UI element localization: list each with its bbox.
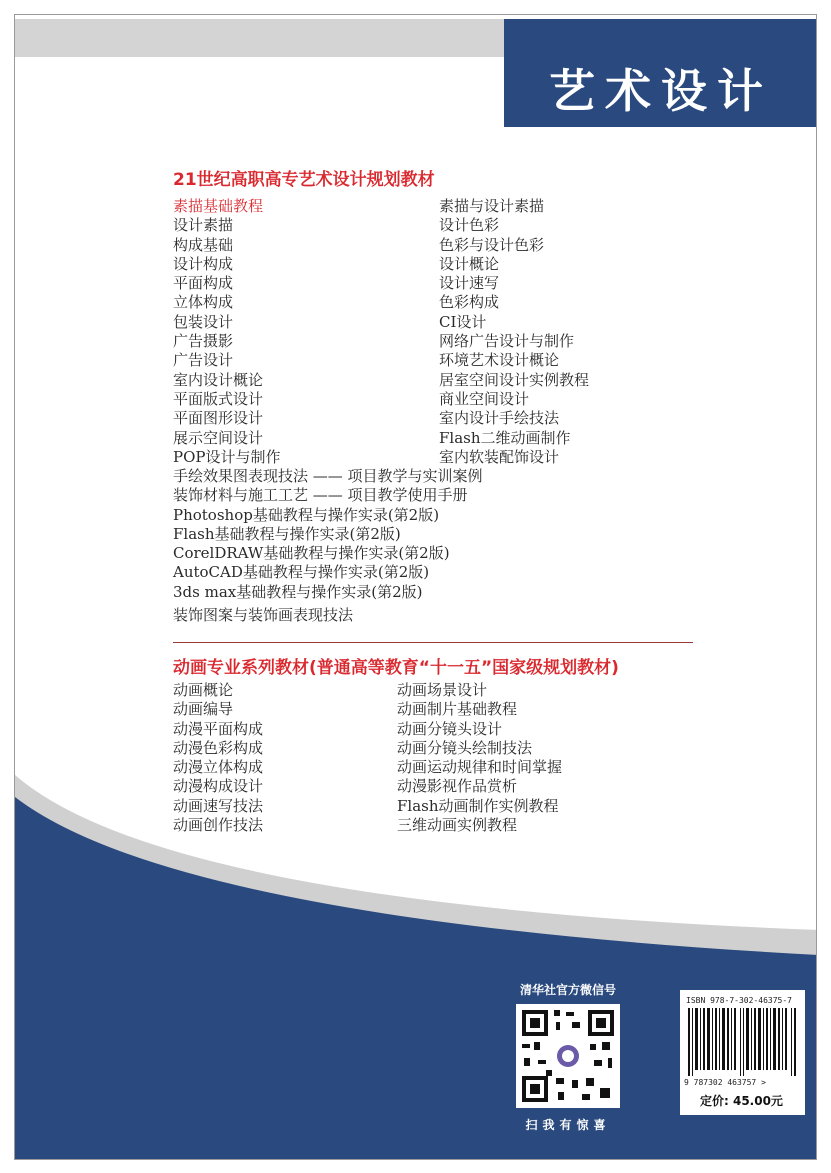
animation-list-left xyxy=(173,681,263,835)
barcode-number: 9 787302 463757 > xyxy=(684,1078,766,1087)
list-item: 动漫色彩构成 xyxy=(173,738,264,757)
list-item: AutoCAD基础教程与操作实录(第2版) xyxy=(173,563,430,582)
list-item: 平面图形设计 xyxy=(173,409,264,428)
list-item: 构成基础 xyxy=(173,235,234,254)
barcode-icon xyxy=(688,1008,798,1076)
list-item: 动画分镜头绘制技法 xyxy=(397,738,533,757)
top-gray-band xyxy=(15,19,504,57)
section-title-art-design: 21世纪高职高专艺术设计规划教材 xyxy=(173,170,435,190)
qr-bottom-caption: 扫我有惊喜 xyxy=(525,1118,611,1132)
list-item: 动漫立体构成 xyxy=(173,758,264,777)
list-item: 平面构成 xyxy=(173,274,234,293)
list-item: 装饰图案与装饰画表现技法 xyxy=(173,606,354,625)
list-item: Photoshop基础教程与操作实录(第2版) xyxy=(173,505,440,524)
list-item: 室内软装配饰设计 xyxy=(439,447,560,466)
list-item: CorelDRAW基础教程与操作实录(第2版) xyxy=(173,544,450,563)
list-item: 动漫平面构成 xyxy=(173,719,264,738)
list-item: 动画概论 xyxy=(173,681,234,699)
list-item: 素描与设计素描 xyxy=(439,197,545,215)
list-item: 三维动画实例教程 xyxy=(397,816,518,835)
list-item: 设计素描 xyxy=(173,216,234,235)
list-item: 设计速写 xyxy=(439,274,500,293)
qr-code[interactable] xyxy=(516,1004,620,1108)
art-design-list-right xyxy=(439,197,589,467)
list-item: Flash基础教程与操作实录(第2版) xyxy=(173,524,401,543)
list-item: 3ds max基础教程与操作实录(第2版) xyxy=(173,582,423,601)
animation-list-right xyxy=(397,681,562,835)
list-item: 立体构成 xyxy=(173,293,234,312)
list-item: 室内设计概论 xyxy=(173,370,264,389)
list-item: 动画编导 xyxy=(173,700,234,719)
list-item: 动画分镜头设计 xyxy=(397,719,503,738)
list-item: POP设计与制作 xyxy=(173,447,281,466)
barcode-block xyxy=(680,990,805,1115)
list-item: 广告摄影 xyxy=(173,332,234,351)
qr-block xyxy=(503,981,633,1133)
title-banner xyxy=(504,19,817,127)
list-item: 设计概论 xyxy=(439,254,500,273)
list-item: 广告设计 xyxy=(173,351,234,370)
list-item: Flash动画制作实例教程 xyxy=(397,796,559,815)
list-item: 动画运动规律和时间掌握 xyxy=(397,758,563,777)
list-item: 网络广告设计与制作 xyxy=(439,332,575,351)
list-item: 动漫构成设计 xyxy=(173,777,264,796)
list-item: 平面版式设计 xyxy=(173,389,264,408)
list-item: 设计色彩 xyxy=(439,216,500,235)
list-item: 动画速写技法 xyxy=(173,796,264,815)
list-item: 商业空间设计 xyxy=(439,389,530,408)
art-design-list-left xyxy=(173,197,280,467)
list-item: 动画创作技法 xyxy=(173,816,264,835)
series-title: 艺术设计 xyxy=(549,64,773,118)
list-item: CI设计 xyxy=(439,312,487,331)
qr-code-icon xyxy=(516,1004,620,1108)
list-item: Flash二维动画制作 xyxy=(439,428,571,447)
list-item: 包装设计 xyxy=(173,312,234,331)
art-design-list-full xyxy=(173,467,483,625)
back-cover xyxy=(14,14,817,1160)
section-title-animation: 动画专业系列教材(普通高等教育“十一五”国家级规划教材) xyxy=(173,658,619,678)
list-item: 色彩与设计色彩 xyxy=(439,235,545,254)
list-item: 展示空间设计 xyxy=(173,428,264,447)
list-item: 手绘效果图表现技法 —— 项目教学与实训案例 xyxy=(173,467,483,485)
list-item: 居室空间设计实例教程 xyxy=(439,370,590,389)
list-item: 动画场景设计 xyxy=(397,681,488,699)
list-item: 色彩构成 xyxy=(439,293,500,312)
list-item: 动画制片基础教程 xyxy=(397,700,518,719)
list-item: 装饰材料与施工工艺 —— 项目教学使用手册 xyxy=(173,486,468,505)
list-item: 素描基础教程 xyxy=(173,197,264,215)
price-label: 定价: 45.00元 xyxy=(700,1094,783,1108)
section-divider xyxy=(173,642,693,643)
isbn-text: ISBN 978-7-302-46375-7 xyxy=(686,996,792,1005)
list-item: 室内设计手绘技法 xyxy=(439,409,560,428)
list-item: 动漫影视作品赏析 xyxy=(397,777,518,796)
qr-caption: 清华社官方微信号 xyxy=(519,983,616,997)
list-item: 环境艺术设计概论 xyxy=(439,351,560,370)
list-item: 设计构成 xyxy=(173,254,234,273)
